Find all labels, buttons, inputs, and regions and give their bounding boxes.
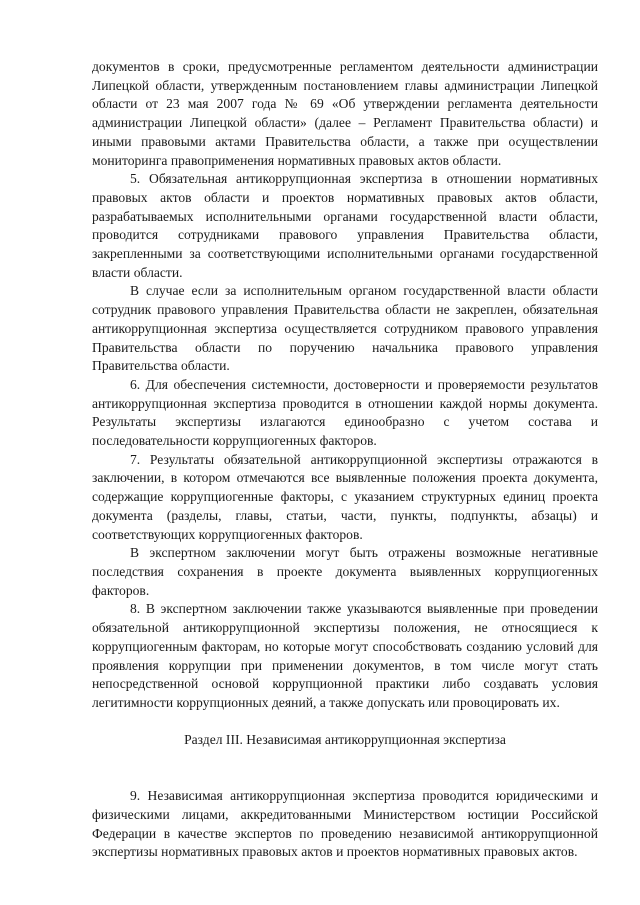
paragraph-5: 5. Обязательная антикоррупционная экспертиза в отношении нормативных правовых актов области и проектов нормативных правовых актов области, разрабатываемых исполнительными органами государственной власти области, проводится сотрудниками правового управления Правительства области, закрепленными за соответствующими исполнительными органами государственной власти области. bbox=[92, 171, 598, 280]
paragraph-continuation: документов в сроки, предусмотренные регламентом деятельности администрации Липецкой области, утвержденным постановлением главы администрации Липецкой области от 23 мая 2007 года № 69 «Об утверждении регламента деятельности администрации Липецкой области» (далее – Регламент Правительства области) и иными правовыми актами Правительства области, а также при осуществлении мониторинга правоприменения нормативных правовых актов области. bbox=[92, 59, 598, 168]
paragraph-7-note: В экспертном заключении могут быть отражены возможные негативные последствия сохранения в проекте документа выявленных коррупциогенных факторов. bbox=[92, 545, 598, 598]
paragraph-6: 6. Для обеспечения системности, достоверности и проверяемости результатов антикоррупционная экспертиза проводится в отношении каждой нормы документа. Результаты экспертизы излагаются единообразно с учетом состава и последовательности коррупциогенных факторов. bbox=[92, 376, 598, 449]
document-page bbox=[92, 58, 598, 862]
section-heading: Раздел III. Независимая антикоррупционная экспертиза bbox=[184, 731, 506, 747]
paragraph-7: 7. Результаты обязательной антикоррупционной экспертизы отражаются в заключении, в котором отмечаются все выявленные положения проекта документа, содержащие коррупциогенные факторы, с указанием структурных единиц проекта документа (разделы, главы, статьи, части, пункты, подпункты, абзацы) и соответствующих коррупциогенных факторов. bbox=[92, 451, 598, 542]
paragraph-8: 8. В экспертном заключении также указываются выявленные при проведении обязательной антикоррупционной экспертизы положения, не относящиеся к коррупциогенным факторам, но которые могут способствовать созданию условий для проявления коррупции при применении документов, в том числе могут стать непосредственной основой коррупционной практики либо создавать условия легитимности коррупционных деяний, а также допускать или провоцировать их. bbox=[92, 601, 598, 710]
paragraph-9: 9. Независимая антикоррупционная экспертиза проводится юридическими и физическими лицами, аккредитованными Министерством юстиции Российской Федерации в качестве экспертов по проведению независимой антикоррупционной экспертизы нормативных правовых актов и проектов нормативных правовых актов. bbox=[92, 788, 598, 860]
paragraph-5-note: В случае если за исполнительным органом государственной власти области сотрудник правового управления Правительства области не закреплен, обязательная антикоррупционная экспертиза осуществляется сотрудником правового управления Правительства области по поручению начальника правового управления Правительства области. bbox=[92, 283, 598, 374]
